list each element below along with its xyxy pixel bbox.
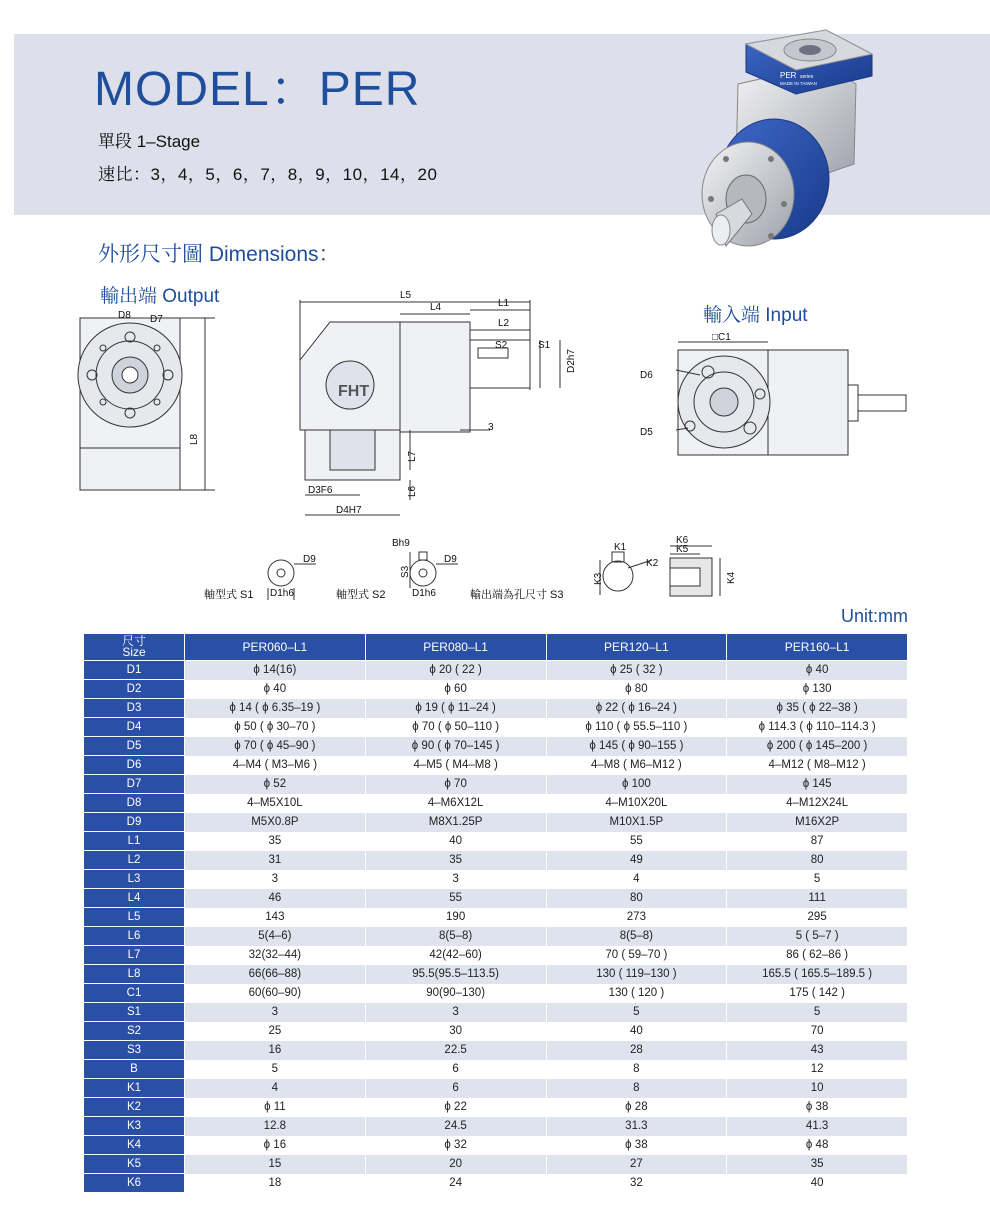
caption-s2: 軸型式 S2 bbox=[336, 589, 386, 601]
table-row bbox=[84, 1079, 908, 1098]
table-cell: 22.5 bbox=[365, 1041, 546, 1060]
label-bh9: Bh9 bbox=[392, 538, 410, 549]
label-d7: D7 bbox=[150, 314, 163, 325]
table-row bbox=[84, 832, 908, 851]
table-row bbox=[84, 889, 908, 908]
label-k1: K1 bbox=[614, 542, 627, 553]
table-cell: ϕ 40 bbox=[185, 680, 366, 699]
row-label: K1 bbox=[84, 1079, 185, 1098]
table-cell: 40 bbox=[546, 1022, 727, 1041]
label-d9-s1: D9 bbox=[303, 554, 316, 565]
label-k4: K4 bbox=[726, 571, 737, 584]
table-cell: ϕ 16 bbox=[185, 1136, 366, 1155]
table-row bbox=[84, 756, 908, 775]
table-row bbox=[84, 908, 908, 927]
table-cell: 55 bbox=[365, 889, 546, 908]
row-label: D9 bbox=[84, 813, 185, 832]
col-header-per080: PER080–L1 bbox=[365, 634, 546, 661]
label-l1: L1 bbox=[498, 298, 510, 309]
table-cell: 130 ( 120 ) bbox=[546, 984, 727, 1003]
table-cell: 175 ( 142 ) bbox=[727, 984, 908, 1003]
table-cell: 24 bbox=[365, 1174, 546, 1193]
table-cell: 8(5–8) bbox=[546, 927, 727, 946]
label-d5: D5 bbox=[640, 427, 653, 438]
table-cell: 35 bbox=[365, 851, 546, 870]
table-row bbox=[84, 661, 908, 680]
table-row bbox=[84, 1117, 908, 1136]
table-cell: 16 bbox=[185, 1041, 366, 1060]
table-cell: 25 bbox=[185, 1022, 366, 1041]
table-row bbox=[84, 965, 908, 984]
caption-s1: 軸型式 S1 bbox=[204, 589, 254, 601]
row-label: D7 bbox=[84, 775, 185, 794]
row-label: L2 bbox=[84, 851, 185, 870]
size-header bbox=[84, 634, 185, 661]
table-cell: 190 bbox=[365, 908, 546, 927]
table-cell: 5(4–6) bbox=[185, 927, 366, 946]
output-label: 輸出端 Output bbox=[100, 286, 220, 307]
table-cell: 46 bbox=[185, 889, 366, 908]
row-label: D3 bbox=[84, 699, 185, 718]
row-label: L6 bbox=[84, 927, 185, 946]
row-label: B bbox=[84, 1060, 185, 1079]
stage-text: 單段 1–Stage bbox=[98, 132, 201, 151]
row-label: D2 bbox=[84, 680, 185, 699]
table-cell: 90(90–130) bbox=[365, 984, 546, 1003]
table-cell: 4–M5 ( M4–M8 ) bbox=[365, 756, 546, 775]
size-header-zh: 尺寸 bbox=[121, 634, 146, 648]
table-cell: ϕ 70 ( ϕ 45–90 ) bbox=[185, 737, 366, 756]
table-row bbox=[84, 737, 908, 756]
fht-logo: FHT bbox=[338, 383, 370, 400]
label-s3-shaft: S3 bbox=[400, 565, 411, 578]
model-title: MODEL：PER bbox=[94, 63, 421, 116]
label-l8: L8 bbox=[189, 433, 200, 445]
table-cell: 8 bbox=[546, 1079, 727, 1098]
table-cell: 4–M12X24L bbox=[727, 794, 908, 813]
table-cell: 28 bbox=[546, 1041, 727, 1060]
row-label: L1 bbox=[84, 832, 185, 851]
table-cell: ϕ 14 ( ϕ 6.35–19 ) bbox=[185, 699, 366, 718]
table-cell: 5 bbox=[185, 1060, 366, 1079]
table-cell: 12 bbox=[727, 1060, 908, 1079]
row-label: L5 bbox=[84, 908, 185, 927]
table-cell: 143 bbox=[185, 908, 366, 927]
table-cell: 3 bbox=[185, 870, 366, 889]
table-cell: ϕ 38 bbox=[546, 1136, 727, 1155]
table-cell: 4 bbox=[185, 1079, 366, 1098]
row-label: K2 bbox=[84, 1098, 185, 1117]
table-cell: M16X2P bbox=[727, 813, 908, 832]
table-cell: 80 bbox=[546, 889, 727, 908]
table-cell: ϕ 50 ( ϕ 30–70 ) bbox=[185, 718, 366, 737]
label-k6: K6 bbox=[676, 535, 689, 546]
col-header-per160: PER160–L1 bbox=[727, 634, 908, 661]
label-3: 3 bbox=[488, 422, 494, 433]
row-label: L4 bbox=[84, 889, 185, 908]
table-cell: 40 bbox=[365, 832, 546, 851]
table-cell: ϕ 22 ( ϕ 16–24 ) bbox=[546, 699, 727, 718]
table-cell: 5 bbox=[727, 870, 908, 889]
table-cell: ϕ 130 bbox=[727, 680, 908, 699]
table-cell: 4–M4 ( M3–M6 ) bbox=[185, 756, 366, 775]
table-cell: 8(5–8) bbox=[365, 927, 546, 946]
table-cell: 70 ( 59–70 ) bbox=[546, 946, 727, 965]
table-cell: 20 bbox=[365, 1155, 546, 1174]
table-cell: 95.5(95.5–113.5) bbox=[365, 965, 546, 984]
label-c1: □C1 bbox=[712, 332, 731, 343]
table-cell: 15 bbox=[185, 1155, 366, 1174]
table-cell: ϕ 40 bbox=[727, 661, 908, 680]
col-header-per120: PER120–L1 bbox=[546, 634, 727, 661]
input-label: 輸入端 Input bbox=[703, 305, 808, 326]
row-label: D5 bbox=[84, 737, 185, 756]
table-cell: 24.5 bbox=[365, 1117, 546, 1136]
label-d9-s2: D9 bbox=[444, 554, 457, 565]
table-row bbox=[84, 927, 908, 946]
table-cell: 5 bbox=[727, 1003, 908, 1022]
table-cell: 66(66–88) bbox=[185, 965, 366, 984]
table-cell: 4–M10X20L bbox=[546, 794, 727, 813]
table-cell: 35 bbox=[185, 832, 366, 851]
row-label: L8 bbox=[84, 965, 185, 984]
table-cell: 42(42–60) bbox=[365, 946, 546, 965]
table-cell: 10 bbox=[727, 1079, 908, 1098]
label-s2: S2 bbox=[495, 340, 508, 351]
label-k5: K5 bbox=[676, 544, 689, 555]
label-k3: K3 bbox=[593, 572, 604, 585]
table-cell: ϕ 14(16) bbox=[185, 661, 366, 680]
table-cell: ϕ 19 ( ϕ 11–24 ) bbox=[365, 699, 546, 718]
table-cell: 31 bbox=[185, 851, 366, 870]
label-d2h7: D2h7 bbox=[566, 349, 577, 373]
unit-label: Unit:mm bbox=[841, 606, 908, 626]
table-row bbox=[84, 1003, 908, 1022]
table-cell: M5X0.8P bbox=[185, 813, 366, 832]
label-d6: D6 bbox=[640, 370, 653, 381]
table-row bbox=[84, 870, 908, 889]
table-cell: ϕ 145 bbox=[727, 775, 908, 794]
table-row bbox=[84, 775, 908, 794]
spec-table-body bbox=[84, 661, 908, 1193]
table-row bbox=[84, 1060, 908, 1079]
table-cell: 6 bbox=[365, 1060, 546, 1079]
table-cell: ϕ 90 ( ϕ 70–145 ) bbox=[365, 737, 546, 756]
table-cell: 3 bbox=[185, 1003, 366, 1022]
table-cell: ϕ 114.3 ( ϕ 110–114.3 ) bbox=[727, 718, 908, 737]
col-header-per060: PER060–L1 bbox=[185, 634, 366, 661]
table-cell: 60(60–90) bbox=[185, 984, 366, 1003]
product-series-label: series bbox=[800, 74, 814, 80]
table-cell: ϕ 25 ( 32 ) bbox=[546, 661, 727, 680]
table-cell: 55 bbox=[546, 832, 727, 851]
table-cell: 165.5 ( 165.5–189.5 ) bbox=[727, 965, 908, 984]
table-row bbox=[84, 699, 908, 718]
row-label: D1 bbox=[84, 661, 185, 680]
dimension-drawings bbox=[0, 290, 990, 610]
label-d4h7: D4H7 bbox=[336, 505, 362, 516]
label-d1h6-s2: D1h6 bbox=[412, 588, 436, 599]
table-cell: ϕ 80 bbox=[546, 680, 727, 699]
label-d1h6-s1: D1h6 bbox=[270, 588, 294, 599]
table-row bbox=[84, 1136, 908, 1155]
table-row bbox=[84, 1174, 908, 1193]
row-label: C1 bbox=[84, 984, 185, 1003]
caption-s3: 輸出端為孔尺寸 S3 bbox=[470, 589, 564, 601]
label-d8: D8 bbox=[118, 310, 131, 321]
table-cell: 18 bbox=[185, 1174, 366, 1193]
table-row bbox=[84, 718, 908, 737]
table-cell: 4–M6X12L bbox=[365, 794, 546, 813]
spec-table bbox=[83, 633, 908, 1193]
table-row bbox=[84, 1098, 908, 1117]
table-cell: ϕ 145 ( ϕ 90–155 ) bbox=[546, 737, 727, 756]
table-cell: 27 bbox=[546, 1155, 727, 1174]
label-l4: L4 bbox=[430, 302, 442, 313]
table-cell: 32(32–44) bbox=[185, 946, 366, 965]
table-cell: 31.3 bbox=[546, 1117, 727, 1136]
row-label: K5 bbox=[84, 1155, 185, 1174]
table-row bbox=[84, 794, 908, 813]
table-cell: 86 ( 62–86 ) bbox=[727, 946, 908, 965]
table-cell: 3 bbox=[365, 870, 546, 889]
table-row bbox=[84, 680, 908, 699]
table-cell: 4 bbox=[546, 870, 727, 889]
row-label: D4 bbox=[84, 718, 185, 737]
table-row bbox=[84, 984, 908, 1003]
table-cell: ϕ 20 ( 22 ) bbox=[365, 661, 546, 680]
table-cell: M8X1.25P bbox=[365, 813, 546, 832]
table-cell: 30 bbox=[365, 1022, 546, 1041]
label-l5: L5 bbox=[400, 290, 412, 301]
table-cell: ϕ 70 ( ϕ 50–110 ) bbox=[365, 718, 546, 737]
table-cell: ϕ 100 bbox=[546, 775, 727, 794]
table-cell: 40 bbox=[727, 1174, 908, 1193]
dimensions-title: 外形尺寸圖 Dimensions： bbox=[98, 243, 340, 266]
table-cell: ϕ 22 bbox=[365, 1098, 546, 1117]
table-cell: ϕ 32 bbox=[365, 1136, 546, 1155]
table-cell: 5 bbox=[546, 1003, 727, 1022]
table-cell: ϕ 200 ( ϕ 145–200 ) bbox=[727, 737, 908, 756]
label-l6: L6 bbox=[407, 485, 418, 497]
row-label: L3 bbox=[84, 870, 185, 889]
table-cell: ϕ 110 ( ϕ 55.5–110 ) bbox=[546, 718, 727, 737]
label-k2: K2 bbox=[646, 558, 659, 569]
label-l2: L2 bbox=[498, 318, 510, 329]
row-label: S3 bbox=[84, 1041, 185, 1060]
table-cell: 32 bbox=[546, 1174, 727, 1193]
table-row bbox=[84, 1041, 908, 1060]
ratio-text: 速比：3，4，5，6，7，8，9，10，14，20 bbox=[98, 165, 438, 184]
table-cell: ϕ 11 bbox=[185, 1098, 366, 1117]
row-label: S1 bbox=[84, 1003, 185, 1022]
row-label: D6 bbox=[84, 756, 185, 775]
table-cell: 130 ( 119–130 ) bbox=[546, 965, 727, 984]
table-cell: 4–M5X10L bbox=[185, 794, 366, 813]
table-cell: ϕ 60 bbox=[365, 680, 546, 699]
table-cell: 111 bbox=[727, 889, 908, 908]
table-cell: ϕ 28 bbox=[546, 1098, 727, 1117]
table-cell: 12.8 bbox=[185, 1117, 366, 1136]
gearbox-product-image bbox=[676, 14, 886, 259]
table-cell: 41.3 bbox=[727, 1117, 908, 1136]
table-row bbox=[84, 851, 908, 870]
table-row bbox=[84, 1155, 908, 1174]
table-cell: 87 bbox=[727, 832, 908, 851]
table-cell: 35 bbox=[727, 1155, 908, 1174]
row-label: K4 bbox=[84, 1136, 185, 1155]
table-cell: ϕ 35 ( ϕ 22–38 ) bbox=[727, 699, 908, 718]
product-brand-label: PER bbox=[780, 71, 797, 80]
table-cell: 4–M8 ( M6–M12 ) bbox=[546, 756, 727, 775]
row-label: L7 bbox=[84, 946, 185, 965]
table-cell: M10X1.5P bbox=[546, 813, 727, 832]
table-cell: 6 bbox=[365, 1079, 546, 1098]
table-cell: 4–M12 ( M8–M12 ) bbox=[727, 756, 908, 775]
label-l7: L7 bbox=[407, 450, 418, 462]
table-row bbox=[84, 813, 908, 832]
row-label: D8 bbox=[84, 794, 185, 813]
row-label: K3 bbox=[84, 1117, 185, 1136]
table-row bbox=[84, 946, 908, 965]
table-cell: ϕ 48 bbox=[727, 1136, 908, 1155]
label-s1: S1 bbox=[538, 340, 551, 351]
table-cell: 273 bbox=[546, 908, 727, 927]
table-cell: 5 ( 5–7 ) bbox=[727, 927, 908, 946]
table-cell: 43 bbox=[727, 1041, 908, 1060]
row-label: K6 bbox=[84, 1174, 185, 1193]
table-cell: 295 bbox=[727, 908, 908, 927]
table-cell: 3 bbox=[365, 1003, 546, 1022]
table-cell: ϕ 38 bbox=[727, 1098, 908, 1117]
product-made-label: MADE IN TAIWAN bbox=[780, 81, 817, 86]
table-cell: ϕ 52 bbox=[185, 775, 366, 794]
label-d3f6: D3F6 bbox=[308, 485, 333, 496]
table-cell: 70 bbox=[727, 1022, 908, 1041]
table-cell: ϕ 70 bbox=[365, 775, 546, 794]
size-header-en: Size bbox=[122, 645, 146, 659]
table-row bbox=[84, 1022, 908, 1041]
table-cell: 49 bbox=[546, 851, 727, 870]
table-cell: 80 bbox=[727, 851, 908, 870]
table-header-row bbox=[84, 634, 908, 661]
row-label: S2 bbox=[84, 1022, 185, 1041]
table-cell: 8 bbox=[546, 1060, 727, 1079]
